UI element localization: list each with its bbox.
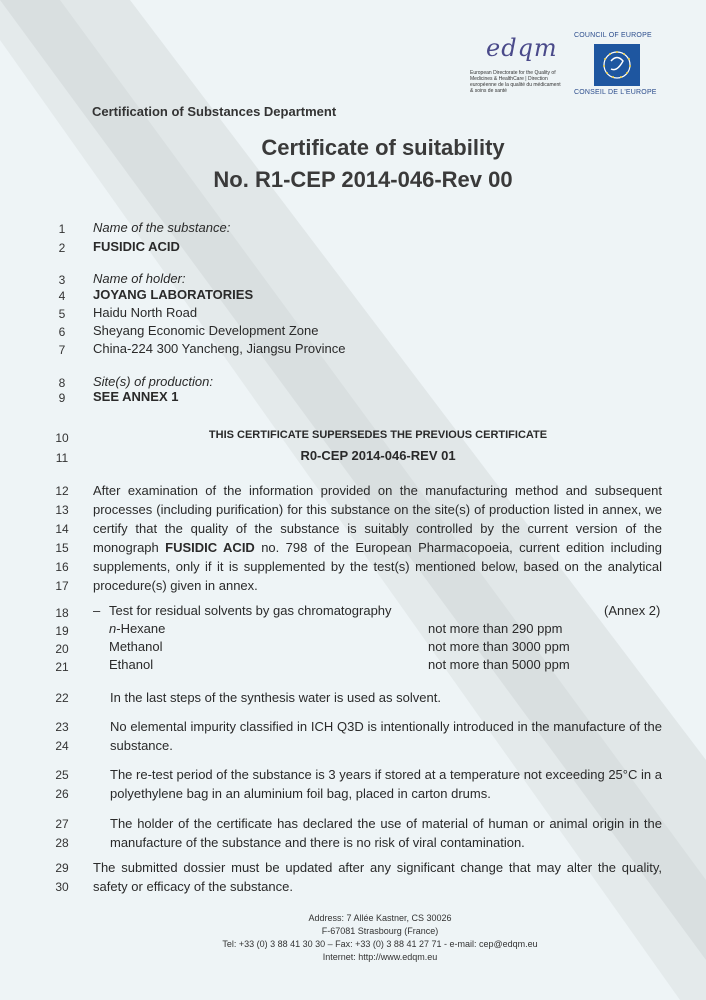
- water-statement: In the last steps of the synthesis water is used as solvent.: [110, 690, 441, 705]
- line-number: 19: [55, 624, 69, 638]
- line-number: 8: [58, 376, 66, 390]
- sites-value: SEE ANNEX 1: [93, 389, 179, 404]
- conseil-de-l-europe-label: CONSEIL DE L'EUROPE: [574, 89, 657, 96]
- holder-label: Name of holder:: [93, 271, 186, 286]
- test-title: Test for residual solvents by gas chromatography: [109, 603, 392, 618]
- line-number: 17: [55, 579, 69, 593]
- elemental-impurity-statement: No elemental impurity classified in ICH Q3D is intentionally introduced in the manufacture of the substance.: [110, 719, 662, 753]
- edqm-subtitle: European Directorate for the Quality of Medicines & HealthCare | Direction européenne de la qualité du médicament & soins de santé: [470, 70, 561, 94]
- line-number: 24: [55, 739, 69, 753]
- solvent-name: Methanol: [109, 639, 163, 654]
- solvent-limit: not more than 3000 ppm: [428, 639, 570, 654]
- line-number: 1: [58, 222, 66, 236]
- footer-contact: Tel: +33 (0) 3 88 41 30 30 – Fax: +33 (0) 3 88 41 27 71 - e-mail: cep@edqm.eu: [222, 939, 538, 949]
- holder-name: JOYANG LABORATORIES: [93, 287, 254, 302]
- line-number: 22: [55, 691, 69, 705]
- line-number: 15: [55, 541, 69, 555]
- department-heading: Certification of Substances Department: [92, 104, 337, 119]
- header-logos: [470, 30, 660, 102]
- paragraph-text: no. 798 of the European Pharmacopoeia, current edition including supplements, only if it is supplemented by the test(s) mentioned below, based on the analytical procedure(s) given in annex.: [93, 540, 662, 593]
- material-origin-statement: The holder of the certificate has declared the use of material of human or animal origin in the manufacture of the substance and there is no risk of viral contamination.: [110, 816, 662, 850]
- line-number: 28: [55, 836, 69, 850]
- holder-address-line: Haidu North Road: [93, 305, 198, 320]
- footer-city: F-67081 Strasbourg (France): [321, 926, 439, 936]
- edqm-logo: edqm: [486, 34, 558, 62]
- supersedes-notice: THIS CERTIFICATE SUPERSEDES THE PREVIOUS CERTIFICATE: [208, 429, 548, 441]
- line-number: 16: [55, 560, 69, 574]
- substance-label: Name of the substance:: [93, 220, 231, 235]
- line-number: 12: [55, 484, 69, 498]
- line-number: 14: [55, 522, 69, 536]
- solvent-label: -Hexane: [116, 621, 166, 636]
- line-number: 7: [58, 343, 66, 357]
- council-of-europe-label: COUNCIL OF EUROPE: [574, 32, 652, 39]
- footer-website: Internet: http://www.edqm.eu: [322, 952, 438, 962]
- council-of-europe-emblem-icon: [594, 44, 640, 86]
- line-number: 23: [55, 720, 69, 734]
- solvent-name: [109, 621, 165, 636]
- line-number: 10: [55, 431, 69, 445]
- line-number: 20: [55, 642, 69, 656]
- line-number: 29: [55, 861, 69, 875]
- line-number: 11: [55, 451, 69, 465]
- retest-period-statement: The re-test period of the substance is 3 years if stored at a temperature not exceeding 25°C in a polyethylene bag in an aluminium foil bag, placed in carton drums.: [110, 767, 662, 801]
- line-number: 3: [58, 273, 66, 287]
- substance-name: FUSIDIC ACID: [93, 239, 180, 254]
- previous-certificate-number: R0-CEP 2014-046-REV 01: [300, 448, 456, 463]
- solvent-prefix: n: [109, 621, 117, 636]
- test-annex-ref: (Annex 2): [604, 603, 661, 618]
- certificate-number: No. R1-CEP 2014-046-Rev 00: [213, 167, 513, 192]
- monograph-name: FUSIDIC ACID: [165, 540, 255, 555]
- line-number: 21: [55, 660, 69, 674]
- line-number: 26: [55, 787, 69, 801]
- line-number: 6: [58, 325, 66, 339]
- paragraph-text: After examination of the information provided on the manufacturing method and subsequent processes (including purification) for this substance on the site(s) of production listed in annex, we certify that the quality of the substance is suitably controlled by the current version of the monograph: [93, 483, 662, 555]
- test-dash: –: [93, 603, 101, 618]
- holder-address-line: Sheyang Economic Development Zone: [93, 323, 319, 338]
- line-number: 5: [58, 307, 66, 321]
- solvent-limit: not more than 5000 ppm: [428, 657, 570, 672]
- line-number: 18: [55, 606, 69, 620]
- holder-address-line: China-224 300 Yancheng, Jiangsu Province: [93, 341, 346, 356]
- line-number: 27: [55, 817, 69, 831]
- line-number: 13: [55, 503, 69, 517]
- footer-address: Address: 7 Allée Kastner, CS 30026: [308, 913, 452, 923]
- solvent-name: Ethanol: [109, 657, 154, 672]
- dossier-update-statement: The submitted dossier must be updated after any significant change that may alter the quality, safety or efficacy of the substance.: [93, 860, 662, 894]
- line-number: 25: [55, 768, 69, 782]
- certification-paragraph: [93, 481, 662, 595]
- line-number: 4: [58, 289, 66, 303]
- solvent-limit: not more than 290 ppm: [428, 621, 563, 636]
- line-number: 30: [55, 880, 69, 894]
- sites-label: Site(s) of production:: [93, 374, 213, 389]
- certificate-title: Certificate of suitability: [261, 135, 505, 160]
- line-number: 9: [58, 391, 66, 405]
- line-number: 2: [58, 241, 66, 255]
